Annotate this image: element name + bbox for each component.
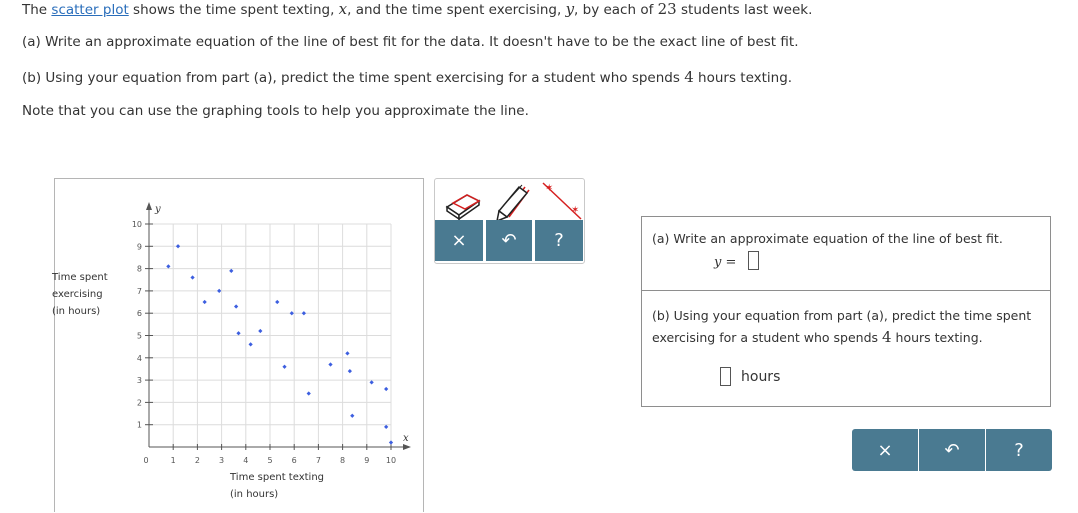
line-tool-icon[interactable] bbox=[537, 181, 585, 223]
y-axis-label-line3: (in hours) bbox=[52, 306, 101, 317]
y-tick-label: 1 bbox=[136, 420, 142, 430]
scatter-plot[interactable] bbox=[55, 179, 425, 513]
x-tick-label: 8 bbox=[340, 456, 346, 465]
y-tick-label: 3 bbox=[136, 376, 142, 386]
data-point bbox=[190, 275, 194, 279]
data-point bbox=[203, 300, 207, 304]
data-point bbox=[348, 369, 352, 373]
data-point bbox=[249, 342, 253, 346]
data-point bbox=[236, 331, 240, 335]
data-point bbox=[275, 300, 279, 304]
graph-panel[interactable] bbox=[54, 178, 424, 512]
data-point bbox=[229, 269, 233, 273]
var-x: x bbox=[338, 0, 348, 18]
data-point bbox=[384, 387, 388, 391]
answer-a-panel bbox=[641, 216, 1051, 291]
answer-b-panel bbox=[641, 290, 1051, 407]
answer-action-bar bbox=[852, 429, 1052, 471]
y-tick-label: 10 bbox=[131, 220, 142, 229]
graph-clear-button[interactable]: × bbox=[435, 220, 483, 261]
answer-help-button[interactable]: ? bbox=[1014, 439, 1024, 461]
data-point bbox=[350, 414, 354, 418]
y-tick-label: 6 bbox=[136, 309, 142, 319]
data-point bbox=[302, 311, 306, 315]
equation-input[interactable] bbox=[748, 251, 759, 270]
y-tick-label: 8 bbox=[136, 264, 142, 274]
data-point bbox=[258, 329, 262, 333]
x-tick-label: 9 bbox=[364, 456, 370, 465]
y-axis-var-label: y bbox=[155, 204, 161, 215]
data-point bbox=[234, 304, 238, 308]
data-point bbox=[307, 391, 311, 395]
y-axis-label-line2: exercising bbox=[52, 289, 103, 300]
answer-undo-button[interactable]: ↶ bbox=[918, 429, 986, 471]
x-tick-label: 3 bbox=[219, 456, 225, 465]
graph-undo-button[interactable]: ↶ bbox=[485, 220, 533, 261]
question-note: Note that you can use the graphing tools to help you approximate the line. bbox=[22, 103, 529, 119]
var-y: y bbox=[565, 0, 575, 18]
y-axis-arrow bbox=[146, 202, 152, 210]
answer-b-prompt-line2: exercising for a student who spends 4 hours texting. bbox=[652, 328, 983, 346]
data-point bbox=[384, 425, 388, 429]
student-count: 23 bbox=[657, 0, 677, 18]
x-axis-var-label: x bbox=[403, 433, 409, 444]
data-point bbox=[166, 264, 170, 268]
question-part-b: (b) Using your equation from part (a), predict the time spent exercising for a student who spends 4 hours texting. bbox=[22, 68, 793, 86]
data-point bbox=[282, 365, 286, 369]
data-point bbox=[328, 362, 332, 366]
svg-text:✶: ✶ bbox=[571, 205, 580, 216]
answer-a-prompt: (a) Write an approximate equation of the line of best fit. bbox=[652, 231, 1003, 246]
x-tick-label: 1 bbox=[170, 456, 176, 465]
data-point bbox=[345, 351, 349, 355]
x-tick-label: 10 bbox=[385, 456, 397, 465]
x-tick-label: 2 bbox=[194, 456, 200, 465]
graph-help-button[interactable]: ? bbox=[535, 220, 583, 261]
eraser-icon[interactable] bbox=[439, 181, 487, 223]
answer-b-prompt-line1: (b) Using your equation from part (a), predict the time spent bbox=[652, 308, 1032, 323]
svg-text:✶: ✶ bbox=[545, 183, 554, 194]
equation-row bbox=[714, 254, 736, 270]
x-tick-label: 6 bbox=[291, 456, 297, 465]
question-part-a: (a) Write an approximate equation of the line of best fit for the data. It doesn't have to be the exact line of best fit. bbox=[22, 34, 799, 50]
data-point bbox=[389, 440, 393, 444]
data-point bbox=[176, 244, 180, 248]
y-tick-label: 5 bbox=[136, 331, 142, 341]
pencil-icon[interactable] bbox=[489, 181, 537, 223]
y-tick-label: 9 bbox=[136, 242, 142, 252]
answer-clear-button[interactable]: × bbox=[877, 439, 893, 461]
x-tick-label: 5 bbox=[267, 456, 273, 465]
data-point bbox=[217, 289, 221, 293]
x-axis-label-line1: Time spent texting bbox=[230, 472, 324, 483]
x-tick-label: 4 bbox=[243, 456, 249, 465]
equation-prefix: y = bbox=[714, 255, 737, 270]
question-line-1: The scatter plot shows the time spent texting, x, and the time spent exercising, y, by each of 23 students last week. bbox=[22, 0, 813, 18]
origin-tick-label: 0 bbox=[143, 456, 149, 465]
y-tick-label: 4 bbox=[136, 353, 142, 363]
data-point bbox=[290, 311, 294, 315]
scatter-plot-link[interactable]: scatter plot bbox=[51, 2, 129, 18]
hours-unit: hours bbox=[741, 369, 781, 385]
x-axis-label-line2: (in hours) bbox=[230, 489, 279, 500]
x-tick-label: 7 bbox=[315, 456, 321, 465]
y-axis-label-line1: Time spent bbox=[52, 272, 108, 283]
x-axis-arrow bbox=[403, 444, 411, 450]
data-point bbox=[370, 380, 374, 384]
y-tick-label: 2 bbox=[136, 398, 142, 408]
prediction-input[interactable] bbox=[720, 367, 731, 386]
y-tick-label: 7 bbox=[136, 286, 142, 296]
